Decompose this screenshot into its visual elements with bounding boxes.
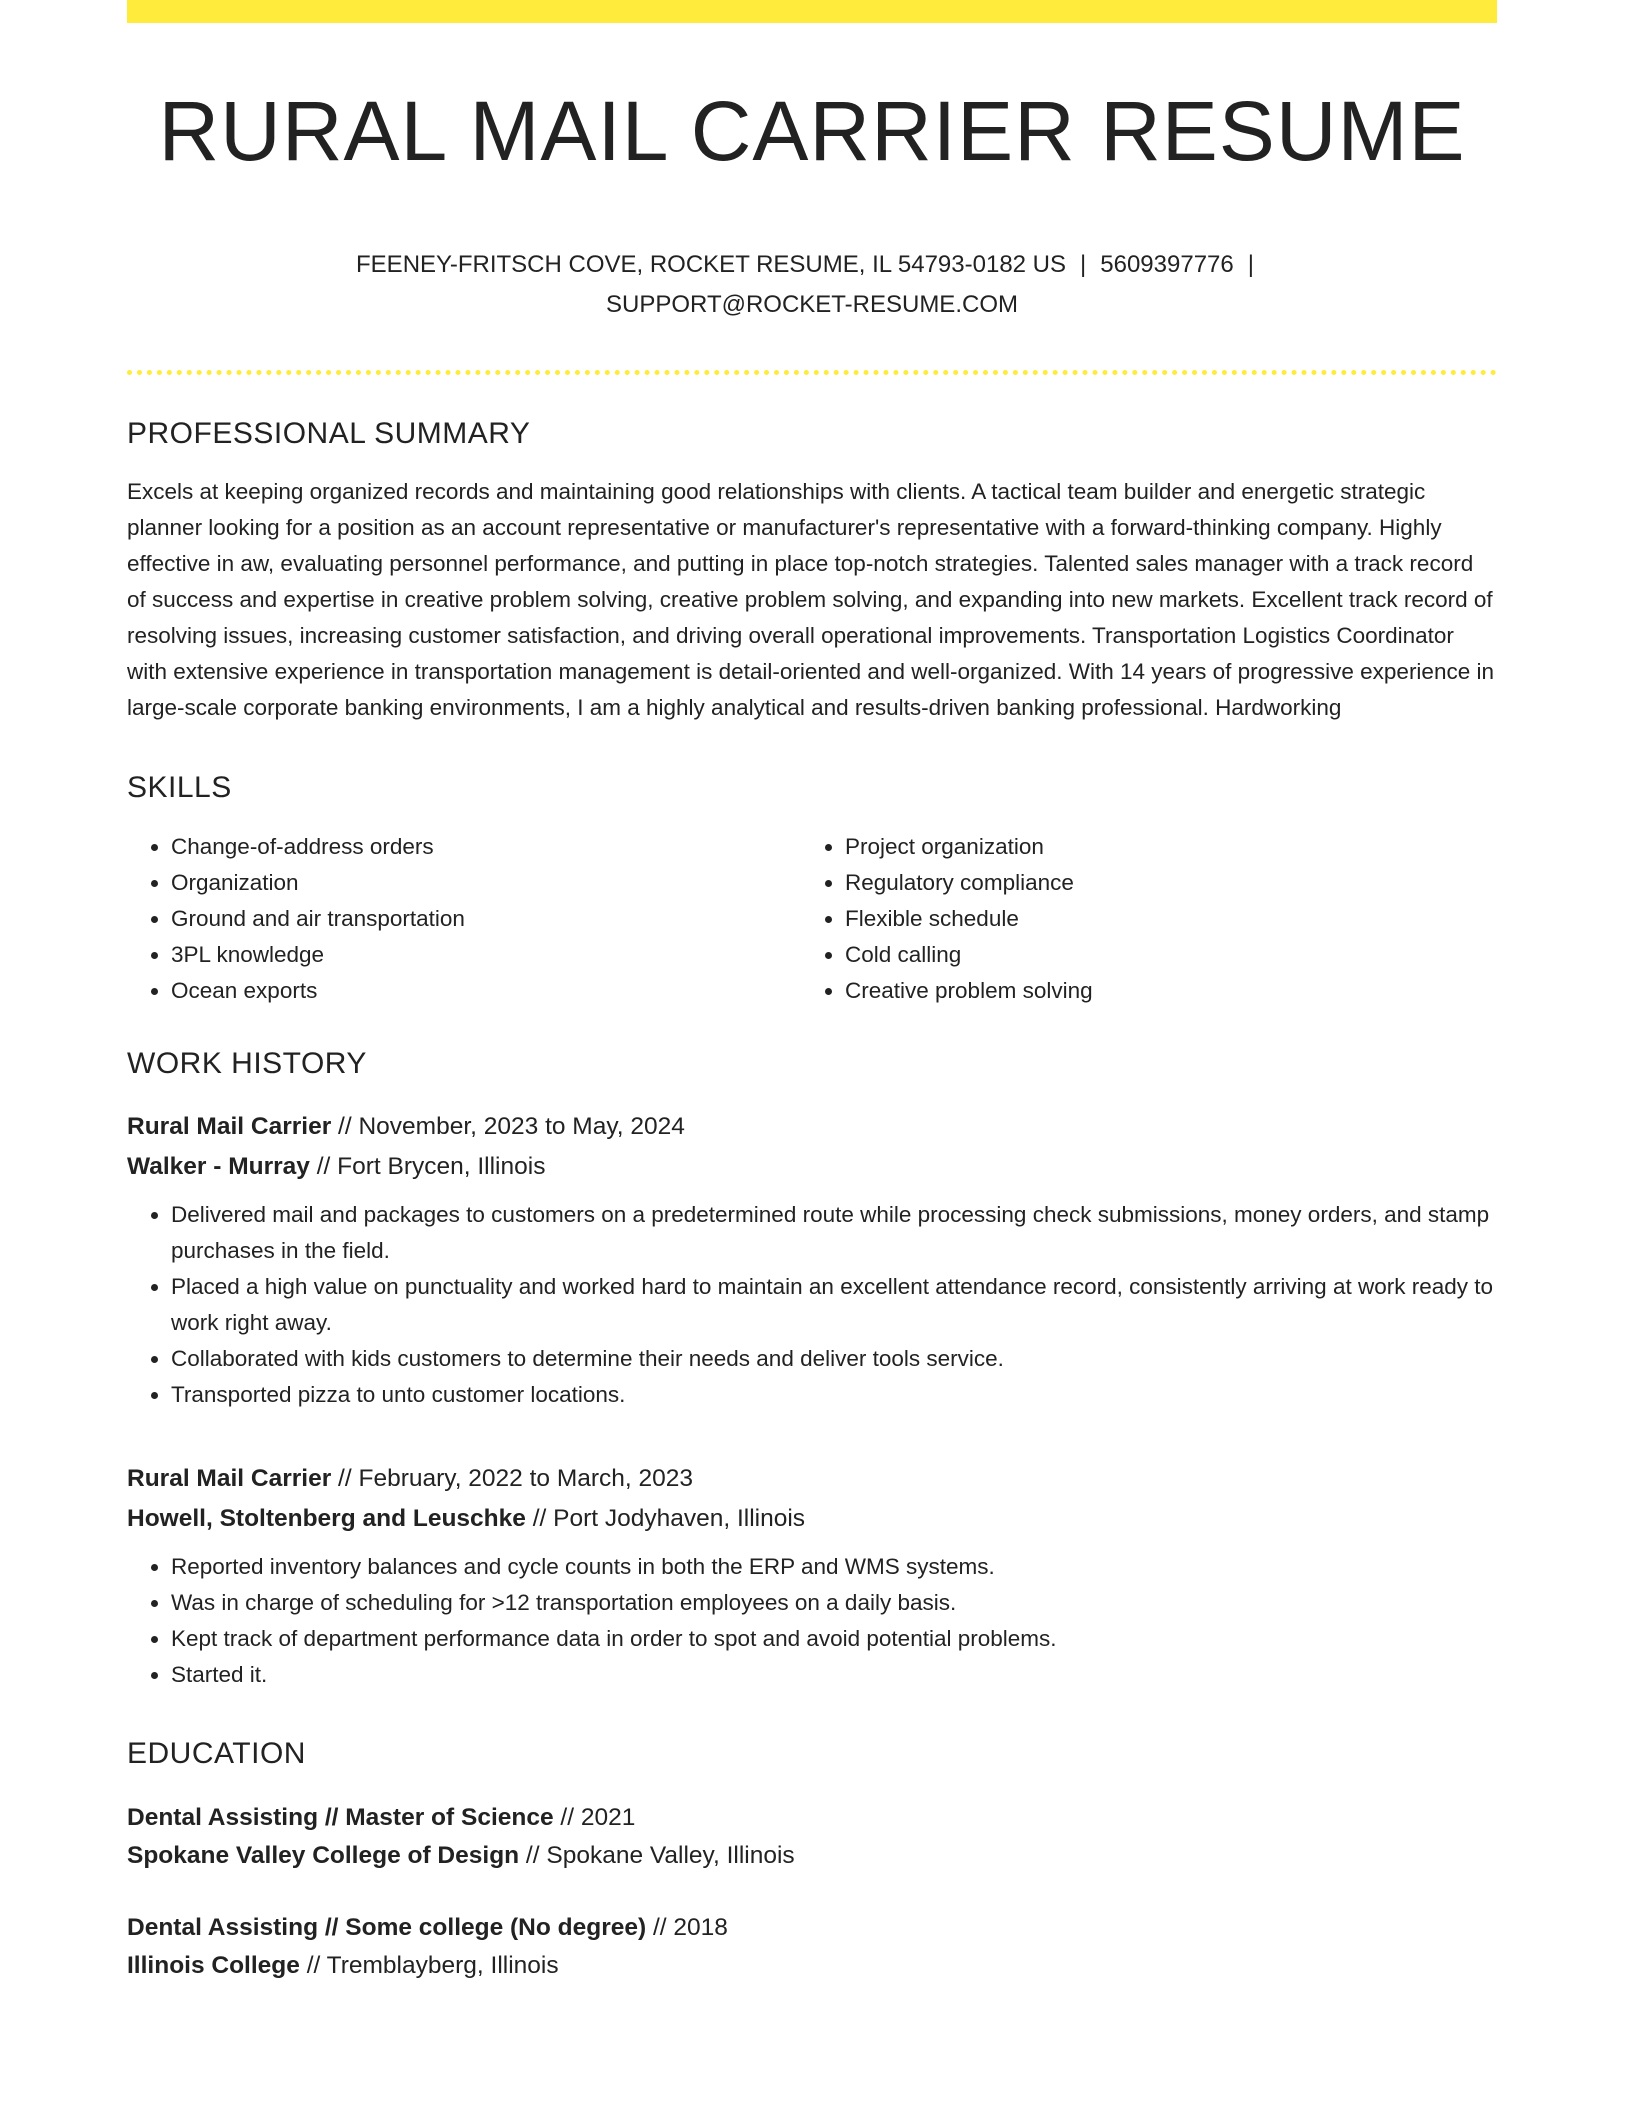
education-school: Spokane Valley College of Design [127, 1842, 520, 1870]
skills-heading: SKILLS [127, 771, 232, 805]
contact-line-2 [127, 285, 1497, 325]
contact-separator: | [1247, 251, 1254, 279]
job-duty: • Was in charge of scheduling for >12 transportation employees on a daily basis. [171, 1585, 1497, 1621]
job-entry [127, 1459, 1497, 1693]
education-school: Illinois College [127, 1952, 300, 1980]
skills-column-left [127, 829, 801, 1009]
work-history-heading: WORK HISTORY [127, 1047, 367, 1081]
education-entry [127, 1799, 1497, 1875]
job-duty: • Transported pizza to unto customer locations. [171, 1377, 1497, 1413]
education-heading: EDUCATION [127, 1737, 306, 1771]
education-year: // 2018 [646, 1914, 728, 1942]
job-duties [127, 1549, 1497, 1693]
contact-address: FEENEY-FRITSCH COVE, ROCKET RESUME, IL 54793-0182 US [356, 251, 1067, 279]
education-school-line [127, 1947, 1497, 1985]
job-location: // Fort Brycen, Illinois [309, 1153, 546, 1181]
contact-separator: | [1080, 251, 1087, 279]
contact-line-1 [127, 245, 1497, 285]
education-entry [127, 1909, 1497, 1985]
education-school-line [127, 1837, 1497, 1875]
summary-heading: PROFESSIONAL SUMMARY [127, 417, 531, 451]
job-title: Rural Mail Carrier [127, 1465, 332, 1493]
skill-item: • Ocean exports [171, 973, 801, 1009]
skill-item: • Regulatory compliance [845, 865, 1475, 901]
skill-item: • Cold calling [845, 937, 1475, 973]
job-company-line [127, 1147, 1497, 1187]
education-degree: Dental Assisting // Master of Science [127, 1804, 554, 1832]
skill-item: • Ground and air transportation [171, 901, 801, 937]
education-degree-line [127, 1909, 1497, 1947]
job-title: Rural Mail Carrier [127, 1113, 332, 1141]
job-duty: • Delivered mail and packages to customers on a predetermined route while processing check submissions, money orders, and stamp purchases in the field. [171, 1197, 1497, 1269]
job-duty: • Reported inventory balances and cycle counts in both the ERP and WMS systems. [171, 1549, 1497, 1585]
education-degree-line [127, 1799, 1497, 1837]
job-entry [127, 1107, 1497, 1413]
resume-title: RURAL MAIL CARRIER RESUME [158, 84, 1466, 178]
dotted-divider [127, 370, 1497, 375]
skill-item: • Organization [171, 865, 801, 901]
job-title-line [127, 1459, 1497, 1499]
skill-item: • Flexible schedule [845, 901, 1475, 937]
resume-page [127, 0, 1497, 1985]
job-duties [127, 1197, 1497, 1413]
skills-column-right [801, 829, 1475, 1009]
job-duty: • Started it. [171, 1657, 1497, 1693]
education-year: // 2021 [553, 1804, 636, 1832]
job-dates: // November, 2023 to May, 2024 [331, 1113, 685, 1141]
accent-top-bar [127, 0, 1497, 23]
job-title-line [127, 1107, 1497, 1147]
summary-text: Excels at keeping organized records and maintaining good relationships with clients. A tactical team builder and energetic strategic planner looking for a position as an account representative or manufacturer's representative with a forward-thinking company. Highly effective in aw, evaluating personnel performance, and putting in place top-notch strategies. Talented sales manager with a track record of success and expertise in creative problem solving, creative problem solving, and expanding into new markets. Excellent track record of resolving issues, increasing customer satisfaction, and driving overall operational improvements. Transportation Logistics Coordinator with extensive experience in transportation management is detail-oriented and well-organized. With 14 years of progressive experience in large-scale corporate banking environments, I am a highly analytical and results-driven banking professional. Hardworking [127, 479, 1494, 721]
contact-info [127, 245, 1497, 325]
job-company: Walker - Murray [127, 1153, 310, 1181]
skill-item: • 3PL knowledge [171, 937, 801, 973]
job-duty: • Placed a high value on punctuality and worked hard to maintain an excellent attendance record, consistently arriving at work ready to work right away. [171, 1269, 1497, 1341]
skill-item: • Change-of-address orders [171, 829, 801, 865]
contact-email: SUPPORT@ROCKET-RESUME.COM [606, 291, 1018, 319]
contact-phone: 5609397776 [1100, 251, 1234, 279]
job-duty: • Collaborated with kids customers to determine their needs and deliver tools service. [171, 1341, 1497, 1377]
job-dates: // February, 2022 to March, 2023 [331, 1465, 694, 1493]
job-company: Howell, Stoltenberg and Leuschke [127, 1505, 526, 1533]
education-location: // Spokane Valley, Illinois [519, 1842, 795, 1870]
job-location: // Port Jodyhaven, Illinois [525, 1505, 806, 1533]
skill-item: • Creative problem solving [845, 973, 1475, 1009]
education-location: // Tremblayberg, Illinois [299, 1952, 559, 1980]
skill-item: • Project organization [845, 829, 1475, 865]
skills-list [127, 829, 1497, 1009]
job-company-line [127, 1499, 1497, 1539]
education-degree: Dental Assisting // Some college (No degree) [127, 1914, 647, 1942]
job-duty: • Kept track of department performance data in order to spot and avoid potential problems. [171, 1621, 1497, 1657]
